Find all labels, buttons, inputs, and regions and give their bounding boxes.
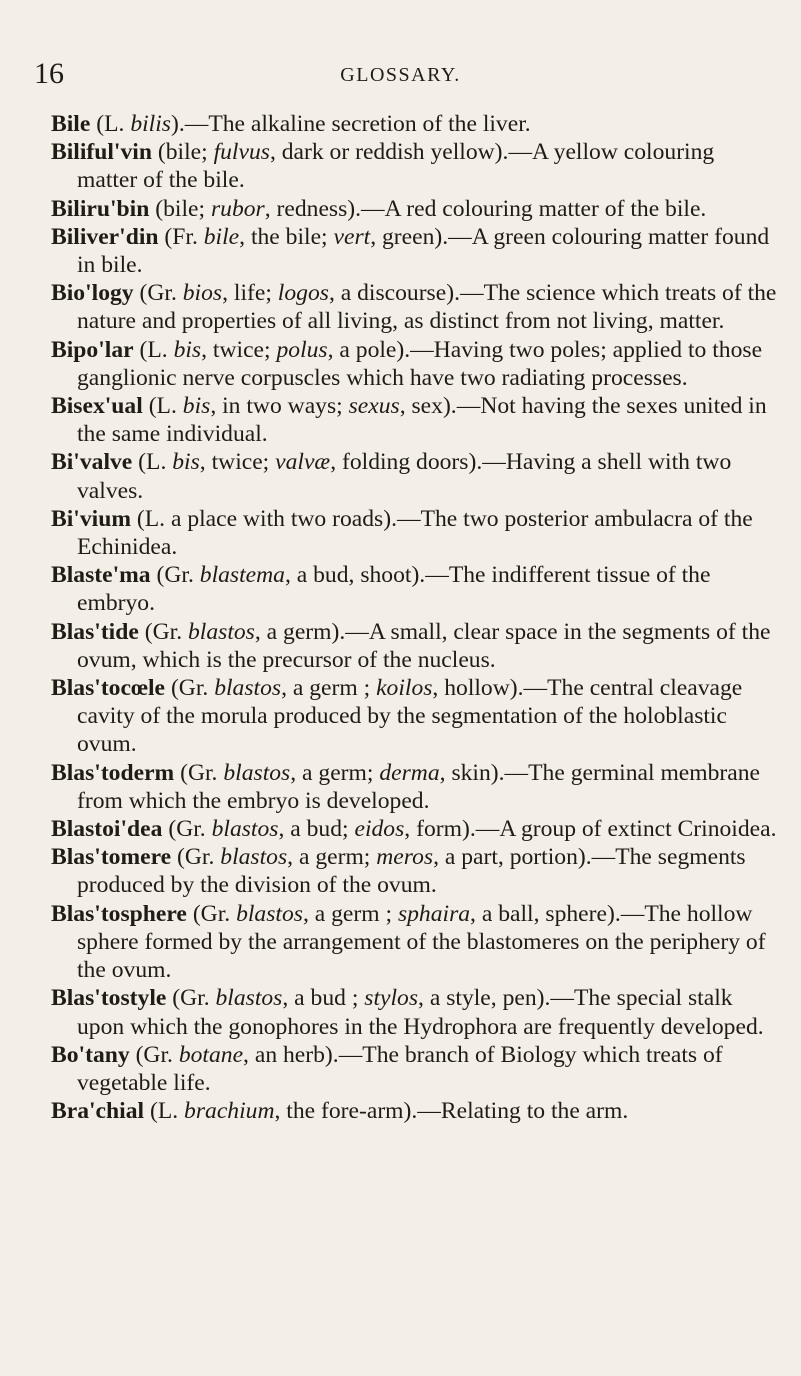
entry-definition: —Relating to the arm. bbox=[417, 1098, 629, 1125]
etymology-text: , a germ; bbox=[287, 844, 377, 871]
entry-headword: Biliful'vin bbox=[51, 139, 152, 166]
etymology-text: , a bud; bbox=[278, 816, 355, 843]
entry-headword: Blas'tide bbox=[51, 618, 139, 645]
etymology-text: (L. bbox=[139, 336, 174, 363]
etymology-text: (Fr. bbox=[164, 223, 204, 250]
etymology-text: , in two ways; bbox=[210, 393, 349, 420]
etymology-term: rubor bbox=[210, 195, 265, 222]
etymology-text: , a part, portion). bbox=[433, 844, 592, 871]
glossary-entry bbox=[51, 195, 779, 223]
entry-etymology bbox=[149, 393, 457, 419]
entry-headword: Bio'logy bbox=[51, 280, 134, 307]
etymology-text: (Gr. bbox=[139, 280, 183, 307]
etymology-term: blastos bbox=[223, 759, 291, 786]
entry-definition: —The germinal membrane from which the embryo is developed. bbox=[77, 759, 761, 814]
etymology-term: blastema bbox=[199, 562, 285, 589]
entry-etymology bbox=[168, 816, 475, 842]
etymology-text: (L. bbox=[149, 1098, 185, 1125]
entry-definition: —A yellow colouring matter of the bile. bbox=[77, 139, 715, 194]
etymology-text: , a germ ; bbox=[281, 675, 377, 702]
entry-definition: —The hollow sphere formed by the arrangement of the blastomeres on the periphery of the ovum. bbox=[77, 900, 766, 984]
entry-headword: Biliru'bin bbox=[51, 195, 150, 222]
etymology-text: (Gr. bbox=[168, 816, 212, 843]
etymology-text: , dark or reddish yellow). bbox=[269, 139, 509, 166]
entry-etymology bbox=[137, 506, 397, 532]
etymology-text: (bile; bbox=[155, 195, 211, 222]
glossary-entry bbox=[51, 815, 779, 843]
entry-etymology bbox=[140, 280, 460, 306]
entry-headword: Blaste'ma bbox=[51, 562, 151, 589]
glossary-entry bbox=[51, 1041, 779, 1097]
etymology-text: , a discourse). bbox=[328, 280, 460, 307]
glossary-entry bbox=[51, 279, 779, 335]
etymology-text: , folding doors). bbox=[330, 449, 483, 476]
etymology-text: (Gr. bbox=[177, 844, 221, 871]
entry-definition: —The special stalk upon which the gonophores in the Hydrophora are frequently developed. bbox=[77, 985, 764, 1040]
entry-etymology bbox=[157, 562, 426, 588]
entry-definition: —The alkaline secretion of the liver. bbox=[184, 111, 531, 137]
etymology-term: bile bbox=[203, 223, 240, 250]
glossary-entry bbox=[51, 843, 779, 899]
etymology-text: , hollow). bbox=[432, 675, 524, 702]
entry-definition: —Having two poles; applied to those ganglionic nerve corpuscles which have two radiating processes. bbox=[77, 336, 763, 391]
etymology-text: , a ball, sphere). bbox=[470, 900, 621, 927]
etymology-text: , green). bbox=[370, 223, 449, 250]
entry-etymology bbox=[158, 139, 509, 165]
etymology-text: , a style, pen). bbox=[418, 985, 551, 1012]
entry-definition: —The segments produced by the division of the ovum. bbox=[77, 844, 746, 899]
etymology-text: , a bud ; bbox=[282, 985, 365, 1012]
entry-definition: —Not having the sexes united in the same individual. bbox=[77, 393, 767, 448]
entry-headword: Bile bbox=[51, 111, 91, 137]
entry-headword: Blastoi'dea bbox=[51, 816, 163, 843]
etymology-term: logos bbox=[277, 280, 329, 307]
etymology-text: , sex). bbox=[399, 393, 457, 420]
glossary-entry bbox=[51, 448, 779, 504]
etymology-term: blastos bbox=[220, 844, 288, 871]
etymology-term: blastos bbox=[188, 618, 255, 645]
entry-headword: Bi'vium bbox=[51, 505, 131, 532]
etymology-term: bis bbox=[182, 393, 211, 420]
etymology-text: , a bud, shoot). bbox=[284, 562, 426, 589]
etymology-text: , an herb). bbox=[243, 1041, 339, 1068]
etymology-text: , skin). bbox=[439, 759, 505, 786]
entry-headword: Blas'tostyle bbox=[51, 985, 167, 1012]
entry-etymology bbox=[136, 1042, 339, 1068]
entry-definition: —The indifferent tissue of the embryo. bbox=[77, 562, 711, 617]
etymology-text: , life; bbox=[222, 280, 278, 307]
glossary-entry bbox=[51, 336, 779, 392]
entry-definition: —Having a shell with two valves. bbox=[77, 449, 732, 504]
entry-etymology bbox=[138, 449, 482, 475]
etymology-term: bis bbox=[172, 449, 200, 476]
entry-headword: Blas'tomere bbox=[51, 844, 172, 871]
etymology-text: (Gr. bbox=[156, 562, 200, 589]
entry-etymology bbox=[193, 901, 621, 927]
etymology-text: (L. bbox=[138, 449, 173, 476]
etymology-term: meros bbox=[376, 844, 434, 871]
entry-etymology bbox=[155, 196, 361, 222]
glossary-entries bbox=[51, 110, 779, 1125]
etymology-term: blastos bbox=[214, 675, 282, 702]
page-header bbox=[0, 56, 801, 96]
glossary-entry bbox=[51, 505, 779, 561]
etymology-text: , a germ ; bbox=[302, 900, 398, 927]
etymology-term: koilos bbox=[376, 675, 433, 702]
entry-headword: Bra'chial bbox=[51, 1098, 145, 1125]
entry-definition: —A small, clear space in the segments of the ovum, which is the precursor of the nucleus. bbox=[77, 618, 771, 673]
etymology-term: valvæ bbox=[275, 449, 331, 476]
etymology-term: blastos bbox=[215, 985, 283, 1012]
etymology-text: (Gr. bbox=[144, 618, 188, 645]
glossary-entry bbox=[51, 138, 779, 194]
etymology-text: ). bbox=[170, 111, 185, 137]
entry-headword: Bisex'ual bbox=[51, 393, 143, 420]
entry-definition: —The science which treats of the nature and properties of all living, as distinct from not living, matter. bbox=[77, 280, 777, 335]
etymology-text: , twice; bbox=[199, 449, 276, 476]
etymology-term: brachium bbox=[184, 1098, 275, 1125]
glossary-entry bbox=[51, 1097, 779, 1125]
etymology-text: , form). bbox=[404, 816, 476, 843]
entry-headword: Bo'tany bbox=[51, 1041, 130, 1068]
entry-definition: —The two posterior ambulacra of the Echinidea. bbox=[77, 505, 753, 561]
etymology-term: bios bbox=[182, 280, 223, 307]
entry-definition: —A group of extinct Crinoidea. bbox=[475, 816, 777, 843]
entry-definition: —The central cleavage cavity of the morula produced by the segmentation of the holoblastic ovum. bbox=[77, 675, 743, 758]
etymology-text: , twice; bbox=[201, 336, 277, 363]
glossary-entry bbox=[51, 674, 779, 759]
etymology-text: (bile; bbox=[157, 139, 214, 166]
entry-headword: Biliver'din bbox=[51, 223, 159, 250]
etymology-text: (L. bbox=[148, 393, 183, 420]
glossary-entry bbox=[51, 223, 779, 279]
running-head: GLOSSARY. bbox=[340, 64, 461, 86]
entry-headword: Blas'tosphere bbox=[51, 900, 187, 927]
entry-headword: Bi'valve bbox=[51, 449, 133, 476]
entry-etymology bbox=[96, 111, 185, 137]
etymology-term: sphaira bbox=[397, 900, 471, 927]
etymology-term: polus bbox=[276, 336, 328, 363]
etymology-text: (Gr. bbox=[172, 985, 216, 1012]
glossary-entry bbox=[51, 392, 779, 448]
etymology-text: (Gr. bbox=[135, 1041, 179, 1068]
etymology-term: fulvus bbox=[213, 139, 270, 166]
etymology-term: bilis bbox=[130, 111, 171, 137]
etymology-text: , a germ; bbox=[290, 759, 380, 786]
entry-definition: —The branch of Biology which treats of vegetable life. bbox=[77, 1041, 723, 1096]
etymology-text: , a germ). bbox=[254, 618, 346, 645]
etymology-term: derma bbox=[379, 759, 440, 786]
entry-definition: —A red colouring matter of the bile. bbox=[361, 195, 707, 222]
glossary-entry bbox=[51, 984, 779, 1040]
entry-etymology bbox=[180, 760, 504, 786]
etymology-text: , a pole). bbox=[327, 336, 411, 363]
etymology-text: (Gr. bbox=[170, 675, 215, 702]
etymology-term: blastos bbox=[211, 816, 279, 843]
entry-etymology bbox=[150, 1098, 417, 1124]
etymology-term: bis bbox=[173, 336, 202, 363]
etymology-text: (Gr. bbox=[180, 759, 224, 786]
glossary-entry bbox=[51, 759, 779, 815]
etymology-term: blastos bbox=[236, 900, 303, 927]
glossary-entry bbox=[51, 110, 779, 138]
glossary-entry bbox=[51, 561, 779, 617]
entry-etymology bbox=[164, 224, 448, 250]
etymology-text: , the fore-arm). bbox=[274, 1098, 418, 1125]
page-number: 16 bbox=[34, 57, 64, 90]
etymology-term: botane bbox=[178, 1041, 244, 1068]
etymology-term: sexus bbox=[348, 393, 400, 420]
etymology-text: (Gr. bbox=[192, 900, 237, 927]
entry-etymology bbox=[145, 619, 346, 645]
etymology-text: (L. bbox=[96, 111, 131, 137]
entry-definition: —A green colouring matter found in bile. bbox=[77, 223, 770, 279]
etymology-text: , redness). bbox=[264, 195, 362, 222]
entry-etymology bbox=[172, 985, 550, 1011]
entry-etymology bbox=[177, 844, 592, 870]
entry-headword: Blas'tocœle bbox=[51, 675, 166, 702]
glossary-entry bbox=[51, 900, 779, 985]
entry-etymology bbox=[171, 675, 524, 701]
etymology-term: eidos bbox=[354, 816, 405, 843]
entry-etymology bbox=[140, 337, 411, 363]
entry-headword: Blas'toderm bbox=[51, 759, 175, 786]
etymology-text: (L. a place with two roads). bbox=[136, 505, 397, 532]
etymology-text: , the bile; bbox=[239, 223, 334, 250]
etymology-term: stylos bbox=[364, 985, 419, 1012]
etymology-term: vert bbox=[333, 223, 371, 250]
glossary-entry bbox=[51, 618, 779, 674]
entry-headword: Bipo'lar bbox=[51, 336, 134, 363]
